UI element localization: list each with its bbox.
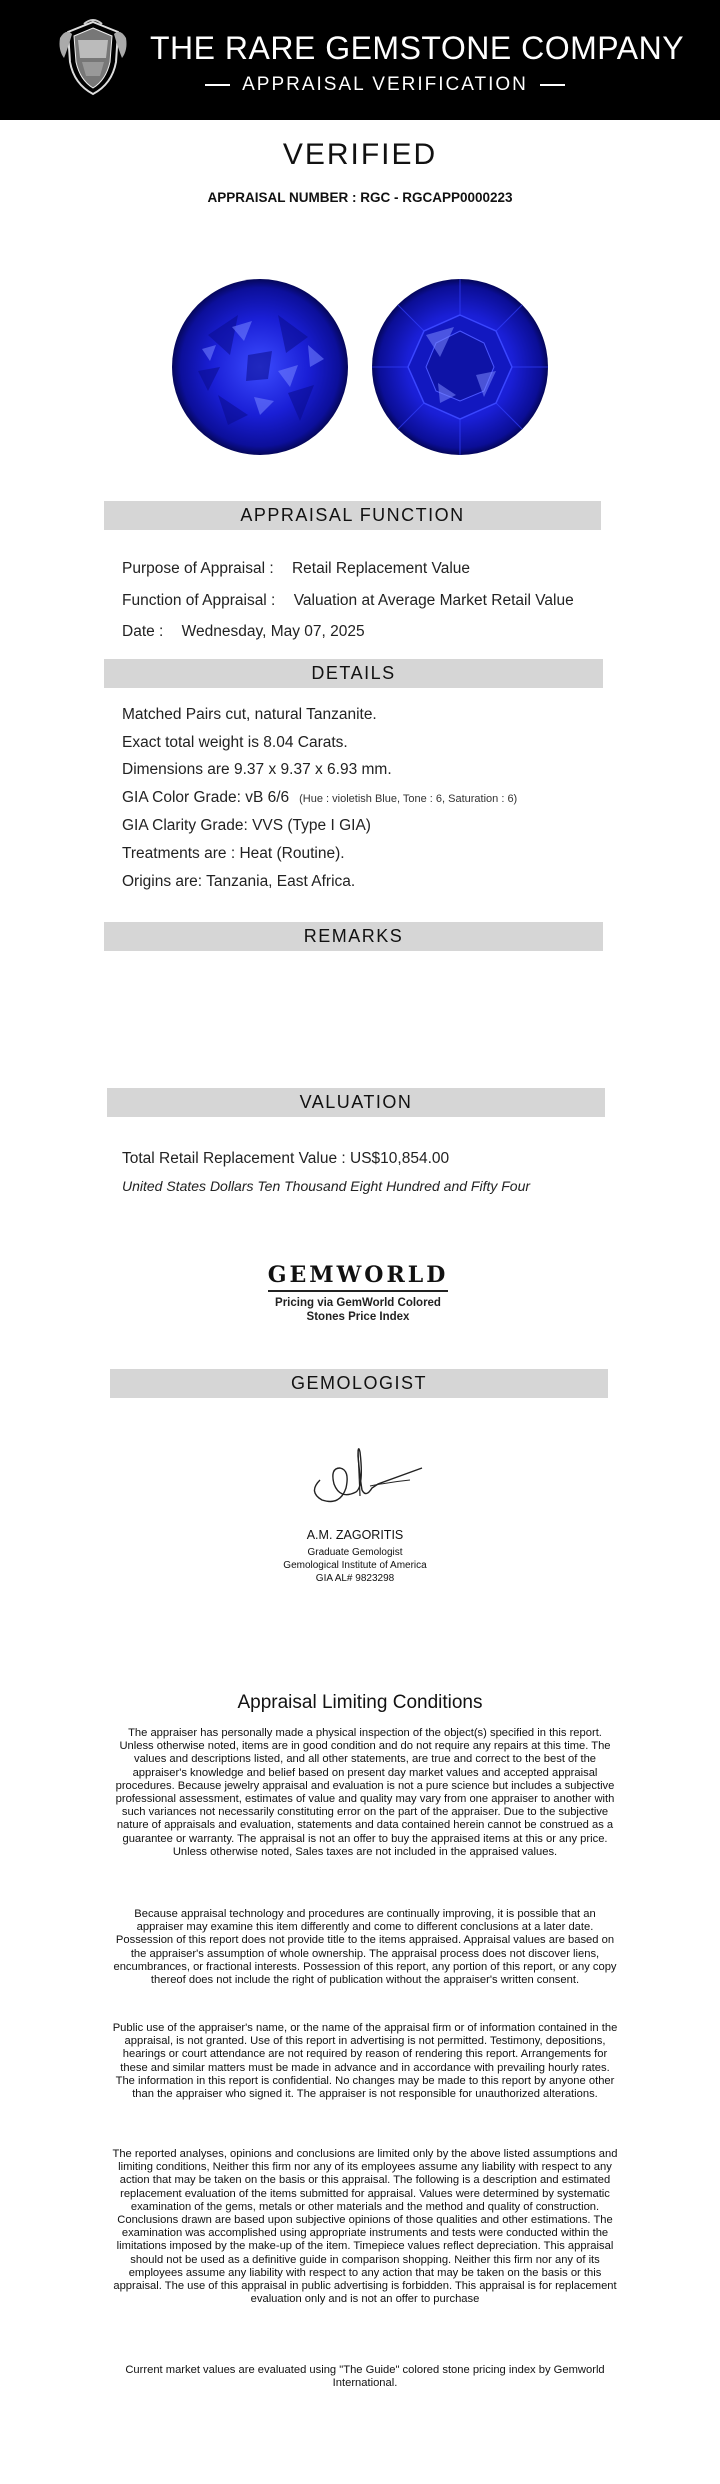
gemologist-gia-number: GIA AL# 9823298 — [315, 1573, 395, 1584]
gemologist-heading: GEMOLOGIST — [110, 1369, 608, 1398]
gemworld-caption-line1: Pricing via GemWorld Colored — [275, 1296, 441, 1309]
header-subtitle: APPRAISAL VERIFICATION — [242, 74, 528, 95]
date-value: Wednesday, May 07, 2025 — [181, 623, 365, 640]
header-banner — [0, 0, 720, 120]
company-name: THE RARE GEMSTONE COMPANY — [150, 30, 685, 66]
color-grade: GIA Color Grade: vB 6/6 — [122, 789, 290, 806]
gemworld-underline — [268, 1290, 448, 1292]
valuation-heading: VALUATION — [107, 1088, 605, 1117]
divider-line — [205, 84, 230, 86]
gemworld-logo — [258, 1262, 458, 1352]
conditions-paragraph-2: Because appraisal technology and procedures are continually improving, it is possible that an appraiser may examine this item differently and come to different conclusions at a later date. Possession of this report does not provide title to the items appraised. Appraisal values are based on the appraiser's assumption of whole ownership. The appraisal process does not discover liens, encumbrances, or fractional interests. Possession of this report, any portion of this report, or any copy thereof does not include the right of publication without the appraiser's written consent. — [113, 1908, 617, 1987]
gemworld-caption-line2: Stones Price Index — [306, 1310, 410, 1323]
conditions-paragraph-4: The reported analyses, opinions and conclusions are limited only by the above listed assumptions and limiting conditions, Neither this firm nor any of its employees assume any liability with respect to any action that may be taken on the basis or this appraisal. The following is a description and estimated replacement evaluation of the items submitted for appraisal. Values were determined by systematic examination of the gems, metals or other materials and the method and quality of construction. Conclusions drawn are based upon subjective opinions of those qualities and other estimations. The examination was accomplished using appropriate instruments and tests were conducted within the limitations imposed by the make-up of the item. Timepiece values reflect depreciation. This appraisal should not be used as a definitive guide in comparison shopping. Neither this firm nor any of its employees assume any liability with respect to any action that may be taken on the basis or this appraisal. The use of this appraisal in public advertising is forbidden. This appraisal is for replacement evaluation only and is not an offer to purchase — [112, 2148, 618, 2306]
limiting-conditions-title: Appraisal Limiting Conditions — [237, 1692, 483, 1713]
gemologist-info — [0, 1528, 710, 1585]
appraisal-function-heading: APPRAISAL FUNCTION — [104, 501, 601, 530]
function-row — [122, 592, 574, 610]
function-value: Valuation at Average Market Retail Value — [293, 592, 574, 609]
conditions-paragraph-5: Current market values are evaluated using "The Guide" colored stone pricing index by Gemworld International. — [125, 2364, 605, 2390]
details-line: GIA Clarity Grade: VVS (Type I GIA) — [122, 817, 371, 834]
details-heading: DETAILS — [104, 659, 603, 688]
details-line: Origins are: Tanzania, East Africa. — [122, 873, 356, 890]
verified-title: VERIFIED — [282, 138, 438, 171]
gem-image-left — [168, 275, 352, 459]
purpose-value: Retail Replacement Value — [291, 560, 471, 577]
gem-image-right — [368, 275, 552, 459]
purpose-row — [122, 560, 470, 578]
appraisal-number: APPRAISAL NUMBER : RGC - RGCAPP0000223 — [207, 190, 513, 205]
divider-line — [540, 84, 565, 86]
value-in-words: United States Dollars Ten Thousand Eight Hundred and Fifty Four — [122, 1178, 531, 1194]
signature-image — [300, 1440, 430, 1514]
date-label: Date : — [122, 623, 164, 640]
color-grade-note: (Hue : violetish Blue, Tone : 6, Saturation : 6) — [299, 793, 518, 805]
gemologist-name: A.M. ZAGORITIS — [306, 1528, 404, 1542]
details-line: Treatments are : Heat (Routine). — [122, 845, 345, 862]
color-grade-row — [122, 789, 517, 807]
conditions-paragraph-3: Public use of the appraiser's name, or the name of the appraisal firm or of information contained in the appraisal, is not granted. Use of this report in advertising is not permitted. Testimony, depositions, hearings or court attendance are not required by reason of rendering this report. Arrangements for these and similar matters must be made in advance and in accordance with prevailing hourly rates. The information in this report is confidential. No changes may be made to this report by anyone other than the appraiser who signed it. The appraiser is not responsible for unauthorized alterations. — [112, 2022, 618, 2101]
total-value: Total Retail Replacement Value : US$10,854.00 — [122, 1150, 450, 1167]
subtitle-row — [205, 74, 565, 96]
date-row — [122, 623, 365, 641]
gemworld-title: GEMWORLD — [267, 1262, 449, 1288]
details-line: Dimensions are 9.37 x 9.37 x 6.93 mm. — [122, 761, 392, 778]
function-label: Function of Appraisal : — [122, 592, 276, 609]
remarks-heading: REMARKS — [104, 922, 603, 951]
purpose-label: Purpose of Appraisal : — [122, 560, 274, 577]
gemologist-title: Graduate Gemologist — [307, 1547, 403, 1558]
crest-logo-icon — [56, 18, 130, 98]
gemologist-institute: Gemological Institute of America — [283, 1560, 427, 1571]
details-line: Matched Pairs cut, natural Tanzanite. — [122, 706, 377, 723]
conditions-paragraph-1: The appraiser has personally made a physical inspection of the object(s) specified in this report. Unless otherwise noted, items are in good condition and do not require any repairs at this time. The values and descriptions listed, and all other statements, are true and correct to the best of the appraiser's knowledge and belief based on present day market values and accepted appraisal procedures. Because jewelry appraisal and evaluation is not a pure science but includes a subjective professional assessment, estimates of value and quality may vary from one appraiser to another with such variances not necessarily constituting error on the part of the appraiser. Due to the subjective nature of appraisals and evaluation, statements and data contained herein cannot be construed as a guarantee or warranty. The appraisal is not an offer to buy the appraised items at this or any price. Unless otherwise noted, Sales taxes are not included in the appraised values. — [115, 1727, 615, 1858]
details-line: Exact total weight is 8.04 Carats. — [122, 734, 348, 751]
